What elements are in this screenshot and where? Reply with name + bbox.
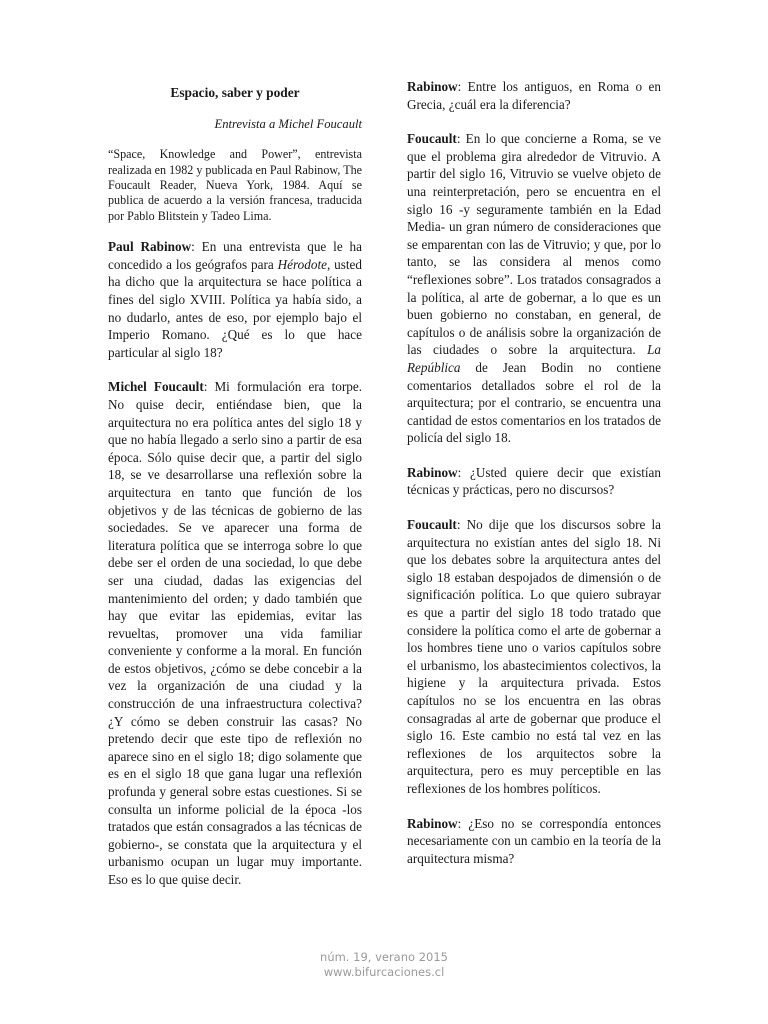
interview-paragraph bbox=[407, 815, 661, 868]
paragraph-text: de Jean Bodin no contiene comentarios detallados sobre el rol de la arquitectura; por el contrario, se encuentra una cantidad de estos comentarios en los tratados de policía del siglo 18. bbox=[407, 359, 661, 446]
left-column bbox=[108, 78, 362, 906]
issue-label: núm. 19, verano 2015 bbox=[320, 950, 448, 964]
article-title: Espacio, saber y poder bbox=[170, 85, 300, 100]
speaker-name: Rabinow bbox=[407, 464, 458, 480]
speaker-name: Rabinow bbox=[407, 815, 458, 831]
paragraph-text: , usted ha dicho que la arquitectura se hace política a fines del siglo XVIII. Política ya había sido, a no dudarlo, antes de eso, por ejemplo bajo el Imperio Romano. ¿Qué es lo que hace particular al siglo 18? bbox=[108, 256, 363, 360]
paragraph-text: : ¿Usted quiere decir que existían técnicas y prácticas, pero no discursos? bbox=[407, 464, 661, 498]
article-subtitle: Entrevista a Michel Foucault bbox=[214, 116, 362, 131]
interview-paragraph bbox=[108, 238, 362, 361]
interview-paragraph bbox=[108, 378, 362, 888]
speaker-name: Rabinow bbox=[407, 79, 458, 94]
italic-title: Hérodote bbox=[277, 256, 327, 272]
paragraph-text: : ¿Eso no se correspondía entonces necesariamente con un cambio en la teoría de la arquitectura misma? bbox=[407, 815, 661, 866]
interview-paragraph bbox=[407, 516, 661, 798]
speaker-name: Foucault bbox=[407, 131, 457, 147]
paragraph-text: : En una entrevista que le ha concedido a los geógrafos para bbox=[108, 239, 363, 272]
interview-paragraph bbox=[407, 130, 661, 447]
speaker-name: Michel Foucault bbox=[108, 379, 204, 395]
italic-title: La República bbox=[407, 342, 661, 375]
paragraph-text: : Entre los antiguos, en Roma o en Grecia, ¿cuál era la diferencia? bbox=[407, 79, 661, 112]
speaker-name: Foucault bbox=[407, 517, 457, 533]
paragraph-text: : Mi formulación era torpe. No quise decir, entiéndase bien, que la arquitectura no era política antes del siglo 18 y que no había llegado a serlo sino a partir de esa época. Sólo quise decir que, a partir del siglo 18, se ve desarrollarse una reflexión sobre la arquitectura en tanto que función de los objetivos y de las técnicas de gobierno de las sociedades. Se ve aparecer una forma de literatura política que se interroga sobre lo que debe ser el orden de una sociedad, lo que debe ser una ciudad, dadas las exigencias del mantenimiento del orden; y dado también que hay que evitar las epidemias, evitar las revueltas, promover una vida familiar conveniente y conforme a la moral. En función de estos objetivos, ¿cómo se debe concebir a la vez la organización de una ciudad y la construcción de una infraestructura colectiva? ¿Y cómo se deben construir las casas? No pretendo decir que este tipo de reflexión no aparece sino en el siglo 18; digo solamente que es en el siglo 18 que gana lugar una reflexión profunda y general sobre estas cuestiones. Si se consulta un informe policial de la época -los tratados que están consagrados a las técnicas de gobierno-, se constata que la arquitectura y el urbanismo ocupan un lugar muy importante. Eso es lo que quise decir. bbox=[108, 379, 363, 887]
page-footer bbox=[0, 950, 768, 980]
speaker-name: Paul Rabinow bbox=[108, 239, 192, 255]
interview-paragraph bbox=[407, 78, 661, 113]
interview-paragraph bbox=[407, 464, 661, 499]
website-link[interactable]: www.bifurcaciones.cl bbox=[323, 965, 445, 979]
article-credit: “Space, Knowledge and Power”, entrevista realizada en 1982 y publicada en Paul Rabinow, The Foucault Reader, Nueva York, 1984. Aquí se publica de acuerdo a la versión francesa, traducida por Pablo Blitstein y Tadeo Lima. bbox=[108, 147, 362, 223]
right-column bbox=[407, 78, 661, 884]
paragraph-text: : En lo que concierne a Roma, se ve que el problema gira alrededor de Vitruvio. A partir del siglo 16, Vitruvio se vuelve objeto de una reinterpretación, pero se encuentra en el siglo 16 -y seguramente también en la Edad Media- un gran número de consideraciones que se emparentan con las de Vitruvio; y que, por lo tanto, se las considera al menos como “reflexiones sobre”. Los tratados consagrados a la política, al arte de gobernar, a lo que es un buen gobierno no constaban, en general, de capítulos o de análisis sobre la organización de las ciudades o sobre la arquitectura. bbox=[407, 131, 661, 358]
paragraph-text: : No dije que los discursos sobre la arquitectura no existían antes del siglo 18. Ni que los debates sobre la arquitectura antes del siglo 18 estaban despojados de dimensión o de significación política. Lo que quiero subrayar es que a partir del siglo 18 todo tratado que considere la política como el arte de gobernar a los hombres tiene uno o varios capítulos sobre el urbanismo, los abastecimientos colectivos, la higiene y la arquitectura privada. Estos capítulos no se los encuentra en las obras consagradas al arte de gobernar que produce el siglo 16. Este cambio no está tal vez en las reflexiones de los arquitectos sobre la arquitectura, pero es muy perceptible en las reflexiones de los hombres políticos. bbox=[407, 517, 661, 796]
